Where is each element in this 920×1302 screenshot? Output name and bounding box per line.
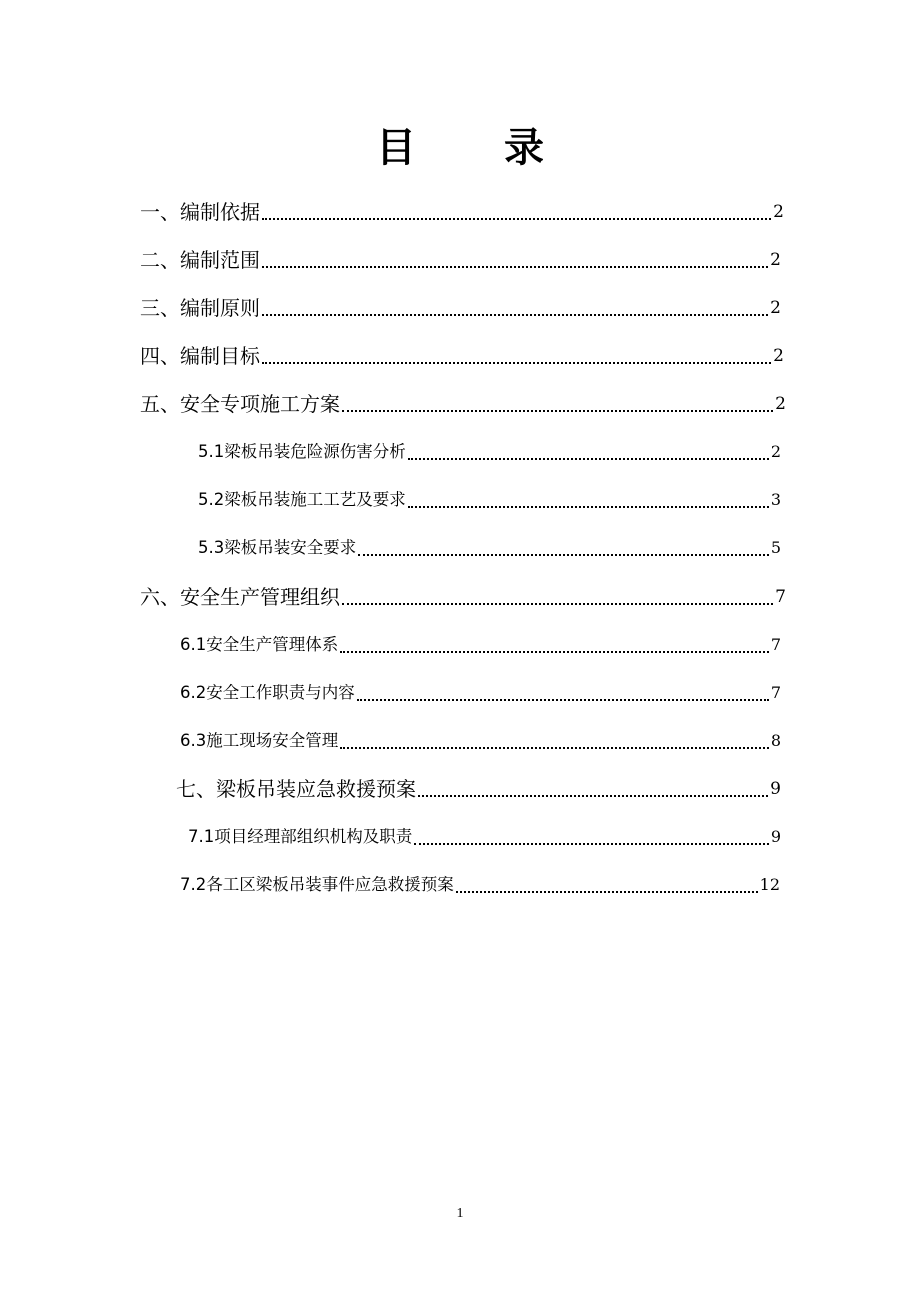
toc-dot-leader — [418, 795, 768, 797]
toc-entry-page: 7 — [775, 587, 786, 607]
toc-entry-7-1[interactable] — [188, 819, 781, 849]
toc-entry-label: 四、编制目标 — [140, 344, 260, 368]
toc-entry-page: 7 — [770, 635, 781, 654]
toc-dot-leader — [358, 554, 769, 556]
toc-entry-page: 2 — [770, 442, 781, 461]
toc-entry-label: 6.1安全生产管理体系 — [180, 635, 339, 654]
toc-entry-6-3[interactable] — [180, 723, 781, 753]
toc-entry-3[interactable] — [140, 290, 781, 320]
toc-entry-label: 6.3施工现场安全管理 — [180, 731, 339, 750]
toc-entry-7[interactable] — [176, 771, 781, 801]
toc-title-char-2: 录 — [504, 125, 544, 171]
toc-dot-leader — [408, 458, 769, 460]
toc-dot-leader — [408, 506, 769, 508]
toc-entry-label: 七、梁板吊装应急救援预案 — [176, 777, 416, 801]
toc-entry-6-1[interactable] — [180, 627, 781, 657]
toc-entry-label: 5.3梁板吊装安全要求 — [198, 538, 357, 557]
toc-entry-page: 5 — [770, 538, 781, 557]
toc-entry-6-2[interactable] — [180, 675, 781, 705]
toc-entry-label: 五、安全专项施工方案 — [140, 392, 340, 416]
toc-entry-7-2[interactable] — [180, 867, 780, 897]
toc-entry-page: 7 — [770, 683, 781, 702]
toc-entry-label: 5.2梁板吊装施工工艺及要求 — [198, 490, 406, 509]
toc-dot-leader — [456, 891, 758, 893]
toc-entry-page: 2 — [770, 250, 781, 270]
toc-entry-page: 2 — [773, 202, 784, 222]
toc-dot-leader — [262, 266, 768, 268]
toc-entry-4[interactable] — [140, 338, 784, 368]
toc-entry-label: 三、编制原则 — [140, 296, 260, 320]
toc-entry-5-3[interactable] — [198, 530, 781, 560]
toc-dot-leader — [340, 747, 769, 749]
toc-title-char-1: 目 — [376, 125, 416, 171]
toc-entry-page: 3 — [770, 490, 781, 509]
toc-entry-page: 2 — [775, 394, 786, 414]
toc-entry-2[interactable] — [140, 242, 781, 272]
toc-dot-leader — [414, 843, 769, 845]
toc-dot-leader — [262, 314, 768, 316]
toc-entry-label: 二、编制范围 — [140, 248, 260, 272]
toc-entry-page: 12 — [759, 875, 780, 894]
toc-dot-leader — [357, 699, 769, 701]
toc-entry-page: 9 — [770, 827, 781, 846]
toc-dot-leader — [342, 603, 773, 605]
toc-dot-leader — [262, 218, 771, 220]
page-number: 1 — [456, 1206, 464, 1221]
toc-entry-label: 六、安全生产管理组织 — [140, 585, 340, 609]
toc-entry-label: 一、编制依据 — [140, 200, 260, 224]
toc-entry-6[interactable] — [140, 579, 786, 609]
toc-dot-leader — [340, 651, 769, 653]
toc-entry-5-2[interactable] — [198, 482, 781, 512]
toc-entry-1[interactable] — [140, 194, 784, 224]
toc-entry-page: 2 — [770, 298, 781, 318]
toc-entry-page: 2 — [773, 346, 784, 366]
toc-dot-leader — [342, 410, 773, 412]
toc-entry-label: 5.1梁板吊装危险源伤害分析 — [198, 442, 406, 461]
toc-entry-page: 8 — [770, 731, 781, 750]
toc-entry-label: 7.1项目经理部组织机构及职责 — [188, 827, 413, 846]
toc-entry-label: 6.2安全工作职责与内容 — [180, 683, 355, 702]
toc-dot-leader — [262, 362, 771, 364]
toc-entry-label: 7.2各工区梁板吊装事件应急救援预案 — [180, 875, 454, 894]
toc-entry-page: 9 — [770, 779, 781, 799]
toc-entry-5[interactable] — [140, 386, 786, 416]
toc-title — [0, 118, 920, 178]
toc-entry-5-1[interactable] — [198, 434, 781, 464]
